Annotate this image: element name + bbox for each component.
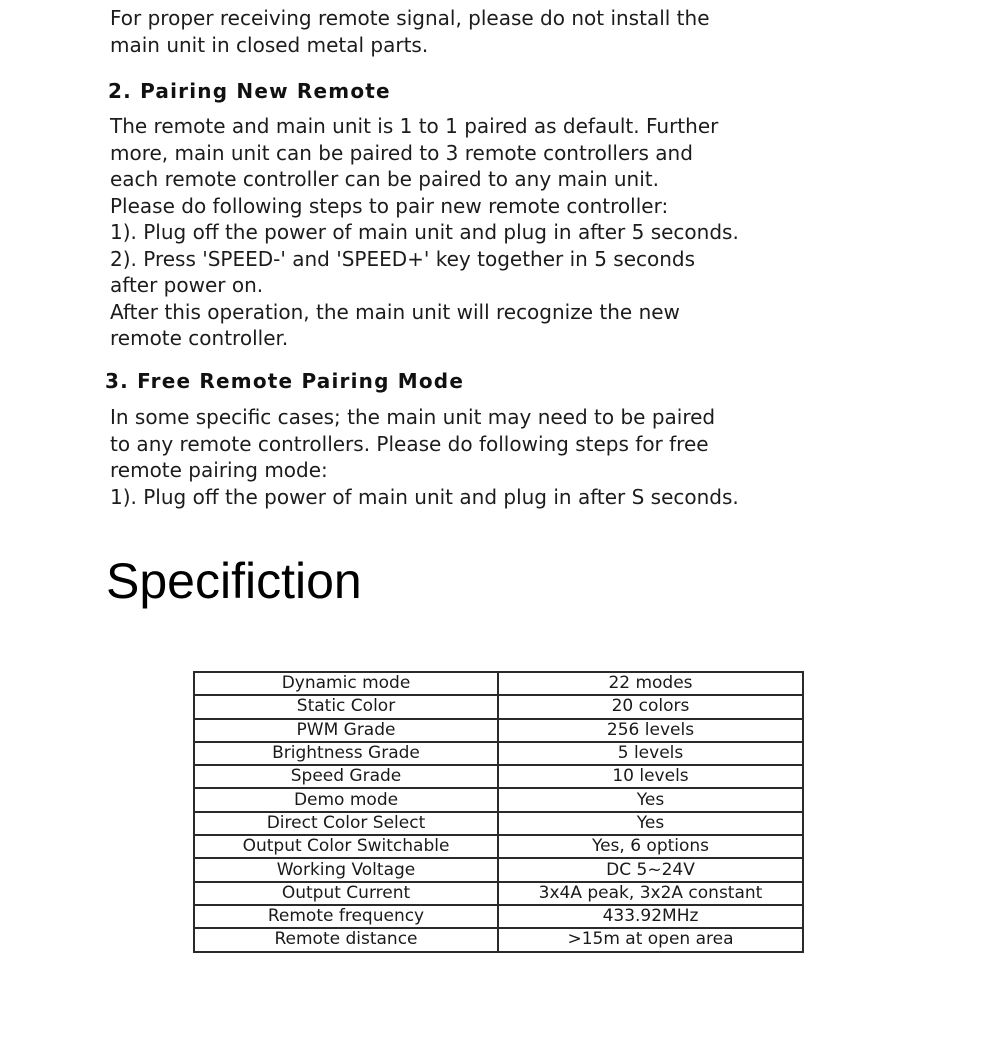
section-heading-free-pairing: 3. Free Remote Pairing Mode — [105, 369, 465, 393]
table-row — [194, 765, 803, 788]
spec-label: Output Color Switchable — [194, 835, 498, 858]
free-pairing-instructions: In some specific cases; the main unit may need to be paired to any remote controllers. Please do following steps for free remote pairing mode: 1). Plug off the power of main unit and plug in after S seconds. — [110, 405, 739, 509]
spec-label: Direct Color Select — [194, 812, 498, 835]
spec-value: 256 levels — [498, 719, 803, 742]
spec-value: >15m at open area — [498, 928, 803, 951]
spec-label: Dynamic mode — [194, 672, 498, 695]
spec-value: 22 modes — [498, 672, 803, 695]
section-heading-pairing: 2. Pairing New Remote — [108, 79, 391, 103]
pairing-instructions: The remote and main unit is 1 to 1 paired as default. Further more, main unit can be paired to 3 remote controllers and each remote controller can be paired to any main unit. Please do following steps to pair new remote controller: 1). Plug off the power of main unit and plug in after 5 seconds. 2). Press 'SPEED-' and 'SPEED+' key together in 5 seconds after power on. After this operation, the main unit will recognize the new remote controller. — [110, 114, 739, 350]
spec-label: Demo mode — [194, 788, 498, 811]
spec-value: Yes, 6 options — [498, 835, 803, 858]
spec-label: PWM Grade — [194, 719, 498, 742]
table-row — [194, 882, 803, 905]
spec-value: 10 levels — [498, 765, 803, 788]
table-row — [194, 812, 803, 835]
table-row — [194, 928, 803, 951]
spec-value: Yes — [498, 788, 803, 811]
table-row — [194, 742, 803, 765]
spec-label: Brightness Grade — [194, 742, 498, 765]
intro-paragraph: For proper receiving remote signal, please do not install the main unit in closed metal parts. — [110, 6, 710, 57]
spec-value: Yes — [498, 812, 803, 835]
spec-label: Remote distance — [194, 928, 498, 951]
spec-title: Specifiction — [106, 553, 362, 609]
table-row — [194, 905, 803, 928]
spec-label: Output Current — [194, 882, 498, 905]
spec-value: 5 levels — [498, 742, 803, 765]
table-row — [194, 835, 803, 858]
spec-label: Static Color — [194, 695, 498, 718]
spec-value: 433.92MHz — [498, 905, 803, 928]
spec-value: DC 5~24V — [498, 858, 803, 881]
table-row — [194, 672, 803, 695]
spec-label: Remote frequency — [194, 905, 498, 928]
table-row — [194, 858, 803, 881]
spec-label: Speed Grade — [194, 765, 498, 788]
table-row — [194, 695, 803, 718]
spec-value: 3x4A peak, 3x2A constant — [498, 882, 803, 905]
spec-label: Working Voltage — [194, 858, 498, 881]
table-row — [194, 788, 803, 811]
spec-value: 20 colors — [498, 695, 803, 718]
table-row — [194, 719, 803, 742]
spec-table — [193, 671, 804, 953]
